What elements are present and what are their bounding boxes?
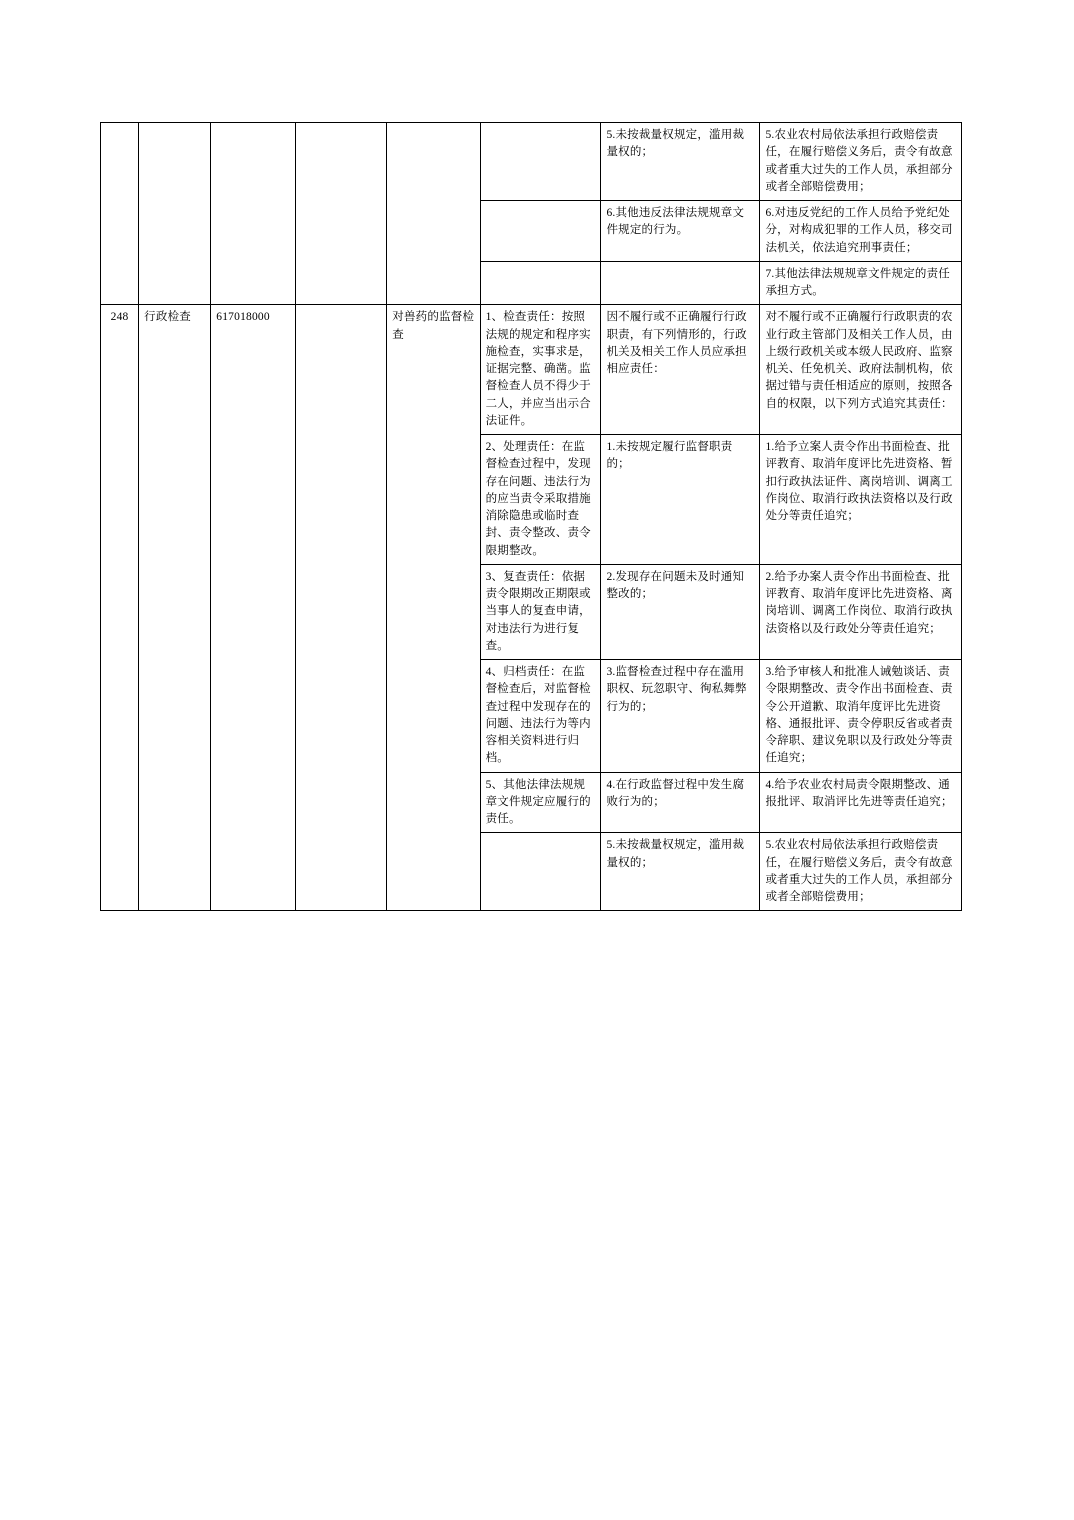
cell-accountability-248-4: 4.给予农业农村局责令限期整改、通报批评、取消评比先进等责任追究； <box>760 772 962 833</box>
cell-duty-empty-2 <box>480 201 601 262</box>
cell-code-continued <box>211 123 296 305</box>
cell-accountability-248-intro: 对不履行或不正确履行行政职责的农业行政主管部门及相关工作人员，由上级行政机关或本级人民政府、监察机关、任免机关、政府法制机构，依据过错与责任相适应的原则，按照各自的权限，以下列方式追究其责任： <box>760 305 962 435</box>
responsibility-table <box>100 122 962 911</box>
cell-duty-empty-3 <box>480 261 601 305</box>
cell-case-248-4: 4.在行政监督过程中发生腐败行为的； <box>601 772 760 833</box>
cell-case-248-3: 3.监督检查过程中存在滥用职权、玩忽职守、徇私舞弊行为的； <box>601 660 760 773</box>
cell-duty-248-3: 3、复查责任：依据责令限期改正期限或当事人的复查申请，对违法行为进行复查。 <box>480 564 601 659</box>
cell-accountability-2: 6.对违反党纪的工作人员给予党纪处分，对构成犯罪的工作人员，移交司法机关，依法追究刑事责任； <box>760 201 962 262</box>
cell-name-continued <box>296 123 387 305</box>
cell-seq-continued <box>101 123 139 305</box>
cell-accountability-248-5: 5.农业农村局依法承担行政赔偿责任，在履行赔偿义务后，责令有故意或者重大过失的工作人员，承担部分或者全部赔偿费用； <box>760 833 962 911</box>
cell-case-1: 5.未按裁量权规定，滥用裁量权的； <box>601 123 760 201</box>
cell-duty-248-6 <box>480 833 601 911</box>
cell-accountability-1: 5.农业农村局依法承担行政赔偿责任，在履行赔偿义务后，责令有故意或者重大过失的工作人员，承担部分或者全部赔偿费用； <box>760 123 962 201</box>
cell-accountability-3: 7.其他法律法规规章文件规定的责任承担方式。 <box>760 261 962 305</box>
cell-case-248-intro: 因不履行或不正确履行行政职责，有下列情形的，行政机关及相关工作人员应承担相应责任： <box>601 305 760 435</box>
cell-case-2: 6.其他违反法律法规规章文件规定的行为。 <box>601 201 760 262</box>
cell-duty-248-1: 1、检查责任：按照法规的规定和程序实施检查，实事求是，证据完整、确凿。监督检查人员不得少于二人，并应当出示合法证件。 <box>480 305 601 435</box>
cell-case-248-2: 2.发现存在问题未及时通知整改的； <box>601 564 760 659</box>
cell-accountability-248-1: 1.给予立案人责令作出书面检查、批评教育、取消年度评比先进资格、暂扣行政执法证件、离岗培训、调离工作岗位、取消行政执法资格以及行政处分等责任追究； <box>760 435 962 565</box>
cell-duty-248-5: 5、其他法律法规规章文件规定应履行的责任。 <box>480 772 601 833</box>
cell-case-3 <box>601 261 760 305</box>
table-row <box>101 123 962 201</box>
cell-seq-248: 248 <box>101 305 139 911</box>
cell-code-248: 617018000 <box>211 305 296 911</box>
cell-duty-248-2: 2、处理责任：在监督检查过程中，发现存在问题、违法行为的应当责令采取措施消除隐患或临时查封、责令整改、责令限期整改。 <box>480 435 601 565</box>
cell-case-248-5: 5.未按裁量权规定，滥用裁量权的； <box>601 833 760 911</box>
cell-type-248: 行政检查 <box>139 305 211 911</box>
cell-accountability-248-2: 2.给予办案人责令作出书面检查、批评教育、取消年度评比先进资格、离岗培训、调离工作岗位、取消行政执法资格以及行政处分等责任追究； <box>760 564 962 659</box>
cell-accountability-248-3: 3.给予审核人和批准人诫勉谈话、责令限期整改、责令作出书面检查、责令公开道歉、取消年度评比先进资格、通报批评、责令停职反省或者责令辞职、建议免职以及行政处分等责任追究； <box>760 660 962 773</box>
cell-name-248: 对兽药的监督检查 <box>387 305 480 911</box>
cell-duty-continued <box>387 123 480 305</box>
cell-remark-248 <box>296 305 387 911</box>
table-row-248 <box>101 305 962 435</box>
cell-duty-empty-1 <box>480 123 601 201</box>
cell-case-248-1: 1.未按规定履行监督职责的； <box>601 435 760 565</box>
cell-type-continued <box>139 123 211 305</box>
cell-duty-248-4: 4、归档责任：在监督检查后，对监督检查过程中发现存在的问题、违法行为等内容相关资料进行归档。 <box>480 660 601 773</box>
